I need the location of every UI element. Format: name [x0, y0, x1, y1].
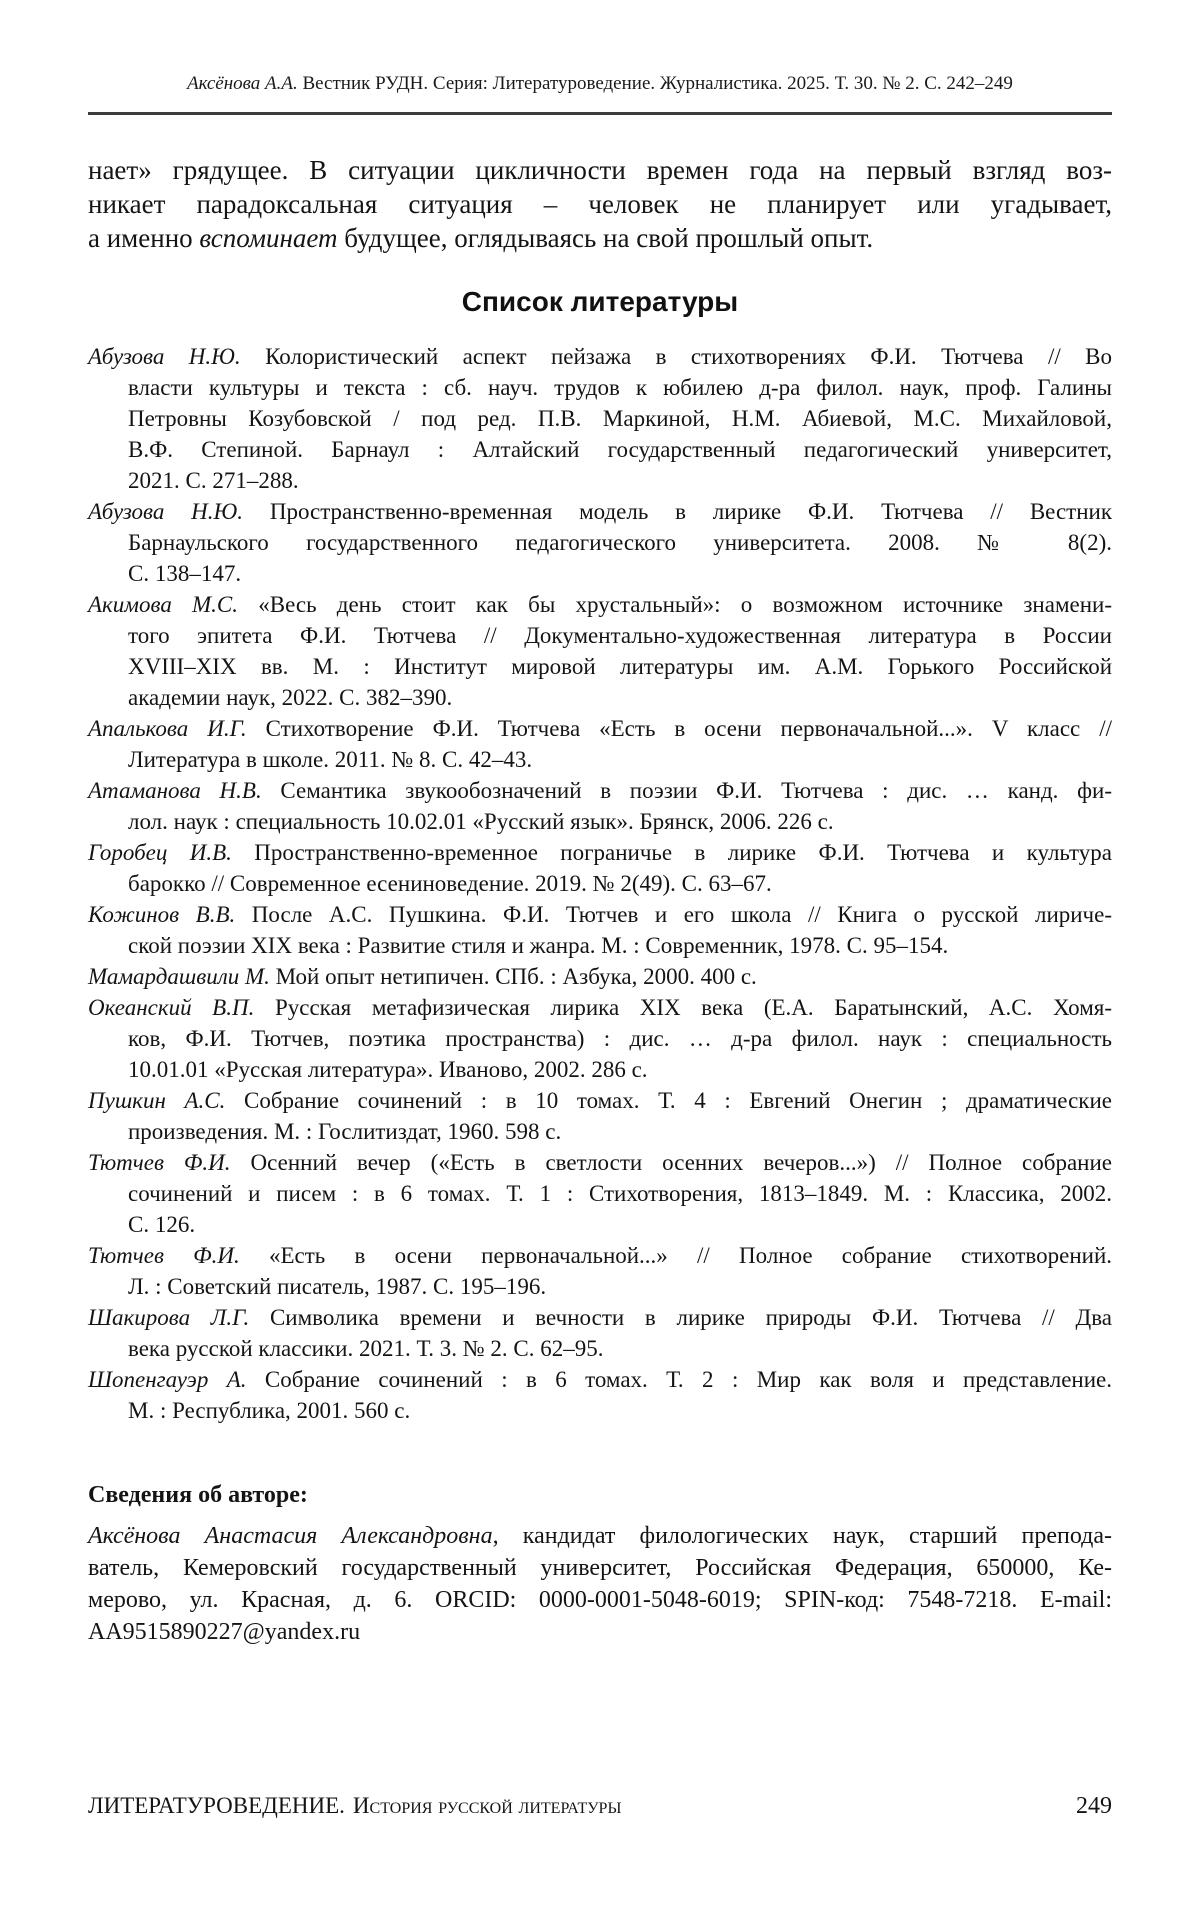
bib-entry-first-line: Пушкин А.С. Собрание сочинений : в 10 томах. Т. 4 : Евгений Онегин ; драматические — [88, 1088, 1112, 1113]
bib-entry-first-line: Мамардашвили М. Мой опыт нетипичен. СПб. : Азбука, 2000. 400 с. — [88, 964, 757, 989]
bib-entry-author: Шопенгауэр А. — [88, 1367, 247, 1392]
bib-entry-line: 10.01.01 «Русская литература». Иваново, 2002. 286 с. — [128, 1057, 648, 1082]
bibliography-entry — [88, 992, 1112, 1085]
bib-entry-author: Акимова М.С. — [88, 592, 239, 617]
bib-entry-line: Л. : Советский писатель, 1987. С. 195–196. — [128, 1274, 547, 1299]
bib-entry-first-line: Абузова Н.Ю. Колористический аспект пейзажа в стихотворениях Ф.И. Тютчева // Во — [88, 344, 1113, 369]
bibliography-heading: Список литературы — [461, 286, 739, 317]
bibliography-entry — [88, 589, 1112, 713]
bib-entry-line: М. : Республика, 2001. 560 с. — [128, 1398, 411, 1423]
author-info-line1-rest: , кандидат филологических наук, старший препода- — [492, 1523, 1113, 1549]
intro-line3-post: будущее, оглядываясь на свой прошлый опыт. — [337, 223, 874, 253]
bib-entry-line: Литература в школе. 2011. № 8. С. 42–43. — [128, 747, 533, 772]
bib-entry-line: барокко // Современное есениноведение. 2019. № 2(49). С. 63–67. — [128, 871, 772, 896]
bib-entry-line: XVIII–XIX вв. М. : Институт мировой литературы им. А.М. Горького Российской — [128, 654, 1112, 679]
bib-entry-line: власти культуры и текста : сб. науч. трудов к юбилею д-ра филол. наук, проф. Галины — [128, 375, 1112, 400]
bib-entry-line: Петровны Козубовской / под ред. П.В. Маркиной, Н.М. Абиевой, М.С. Михайловой, — [128, 406, 1112, 431]
footer-section: ЛИТЕРАТУРОВЕДЕНИЕ. — [88, 1793, 345, 1818]
bib-entry-line: века русской классики. 2021. Т. 3. № 2. С. 62–95. — [128, 1336, 604, 1361]
bib-entry-line: лол. наук : специальность 10.02.01 «Русский язык». Брянск, 2006. 226 с. — [128, 809, 834, 834]
bib-entry-line: С. 138–147. — [128, 561, 242, 586]
bibliography-entry — [88, 961, 1112, 992]
author-info-line — [88, 1520, 1112, 1552]
page-number: 249 — [1076, 1793, 1112, 1819]
bib-entry-first-line: Апалькова И.Г. Стихотворение Ф.И. Тютчева «Есть в осени первоначальной...». V класс // — [88, 716, 1112, 741]
running-header-author: Аксёнова А.А. — [187, 73, 298, 94]
bib-entry-line: Барнаульского государственного педагогического университета. 2008. № 8(2). — [128, 530, 1112, 555]
intro-line — [88, 221, 1112, 255]
bib-entry-line: произведения. М. : Гослитиздат, 1960. 598 с. — [128, 1119, 562, 1144]
bib-entry-author: Горобец И.В. — [88, 840, 232, 865]
running-header — [88, 72, 1112, 96]
bibliography-entry — [88, 341, 1112, 496]
bibliography-entry — [88, 1302, 1112, 1364]
bib-entry-first-line: Кожинов В.В. После А.С. Пушкина. Ф.И. Тютчев и его школа // Книга о русской лириче- — [88, 902, 1112, 927]
running-header-citation: Вестник РУДН. Серия: Литературоведение. Журналистика. 2025. Т. 30. № 2. С. 242–249 — [297, 73, 1013, 94]
author-info-line: мерово, ул. Красная, д. 6. ORCID: 0000-0001-5048-6019; SPIN-код: 7548-7218. E-mail: — [88, 1587, 1112, 1613]
bib-entry-first-line: Горобец И.В. Пространственно-временное пограничье в лирике Ф.И. Тютчева и культура — [88, 840, 1112, 865]
bib-entry-author: Шакирова Л.Г. — [88, 1305, 250, 1330]
author-info-paragraph — [88, 1520, 1112, 1648]
page-content — [88, 72, 1112, 1648]
bib-entry-author: Кожинов В.В. — [88, 902, 236, 927]
bib-entry-author: Тютчев Ф.И. — [88, 1150, 231, 1175]
bib-entry-author: Мамардашвили М. — [88, 964, 270, 989]
bib-entry-line: сочинений и писем : в 6 томах. Т. 1 : Стихотворения, 1813–1849. М. : Классика, 2002. — [128, 1181, 1112, 1206]
bibliography-entry — [88, 899, 1112, 961]
intro-line3-italic: вспоминает — [199, 223, 338, 253]
bibliography-entry — [88, 1147, 1112, 1240]
bib-entry-author: Океанский В.П. — [88, 995, 255, 1020]
bib-entry-author: Абузова Н.Ю. — [88, 344, 241, 369]
author-email: AA9515890227@yandex.ru — [88, 1619, 361, 1645]
header-rule — [88, 112, 1112, 115]
bib-entry-author: Апалькова И.Г. — [88, 716, 247, 741]
bib-entry-author: Тютчев Ф.И. — [88, 1243, 240, 1268]
intro-line: никает парадоксальная ситуация – человек не планирует или угадывает, — [88, 189, 1112, 219]
bib-entry-first-line: Абузова Н.Ю. Пространственно-временная модель в лирике Ф.И. Тютчева // Вестник — [88, 499, 1113, 524]
bib-entry-first-line: Тютчев Ф.И. Осенний вечер («Есть в светлости осенних вечеров...») // Полное собрание — [88, 1150, 1112, 1175]
bib-entry-author: Атаманова Н.В. — [88, 778, 262, 803]
bibliography-entry — [88, 496, 1112, 589]
bibliography-list — [88, 341, 1112, 1426]
bib-entry-line: 2021. С. 271–288. — [128, 468, 299, 493]
intro-line3-pre: а именно — [88, 223, 200, 253]
author-info-line: ватель, Кемеровский государственный университет, Российская Федерация, 650000, Ке- — [88, 1555, 1112, 1581]
bib-entry-first-line: Тютчев Ф.И. «Есть в осени первоначальной...» // Полное собрание стихотворений. — [88, 1243, 1112, 1268]
bibliography-entry — [88, 713, 1112, 775]
bib-entry-author: Пушкин А.С. — [88, 1088, 226, 1113]
bib-entry-author: Абузова Н.Ю. — [88, 499, 244, 524]
bibliography-entry — [88, 1364, 1112, 1426]
footer-subsection: История русской литературы — [352, 1793, 622, 1818]
bibliography-entry — [88, 775, 1112, 837]
bibliography-entry — [88, 1085, 1112, 1147]
bib-entry-line: ков, Ф.И. Тютчев, поэтика пространства) : дис. … д-ра филол. наук : специальность — [128, 1026, 1112, 1051]
author-info-heading: Сведения об авторе: — [88, 1482, 308, 1508]
bib-entry-line: В.Ф. Степиной. Барнаул : Алтайский государственный педагогический университет, — [128, 437, 1112, 462]
bib-entry-first-line: Атаманова Н.В. Семантика звукообозначений в поэзии Ф.И. Тютчева : дис. … канд. фи- — [88, 778, 1112, 803]
bib-entry-first-line: Шакирова Л.Г. Символика времени и вечности в лирике природы Ф.И. Тютчева // Два — [88, 1305, 1112, 1330]
bib-entry-line: академии наук, 2022. С. 382–390. — [128, 685, 453, 710]
intro-line: нает» грядущее. В ситуации цикличности времен года на первый взгляд воз- — [88, 155, 1112, 185]
bibliography-entry — [88, 1240, 1112, 1302]
bib-entry-line: ской поэзии XIX века : Развитие стиля и жанра. М. : Современник, 1978. С. 95–154. — [128, 933, 949, 958]
bib-entry-first-line: Океанский В.П. Русская метафизическая лирика XIX века (Е.А. Баратынский, А.С. Хомя- — [88, 995, 1112, 1020]
bib-entry-line: того эпитета Ф.И. Тютчева // Документально-художественная литература в России — [128, 623, 1112, 648]
footer-rubric — [88, 1792, 621, 1820]
intro-paragraph — [88, 153, 1112, 255]
page-footer — [88, 1792, 1112, 1820]
bibliography-entry — [88, 837, 1112, 899]
bib-entry-first-line: Шопенгауэр А. Собрание сочинений : в 6 томах. Т. 2 : Мир как воля и представление. — [88, 1367, 1112, 1392]
author-name: Аксёнова Анастасия Александровна — [88, 1523, 493, 1549]
bib-entry-first-line: Акимова М.С. «Весь день стоит как бы хрустальный»: о возможном источнике знамени- — [88, 592, 1112, 617]
bib-entry-line: С. 126. — [128, 1212, 196, 1237]
